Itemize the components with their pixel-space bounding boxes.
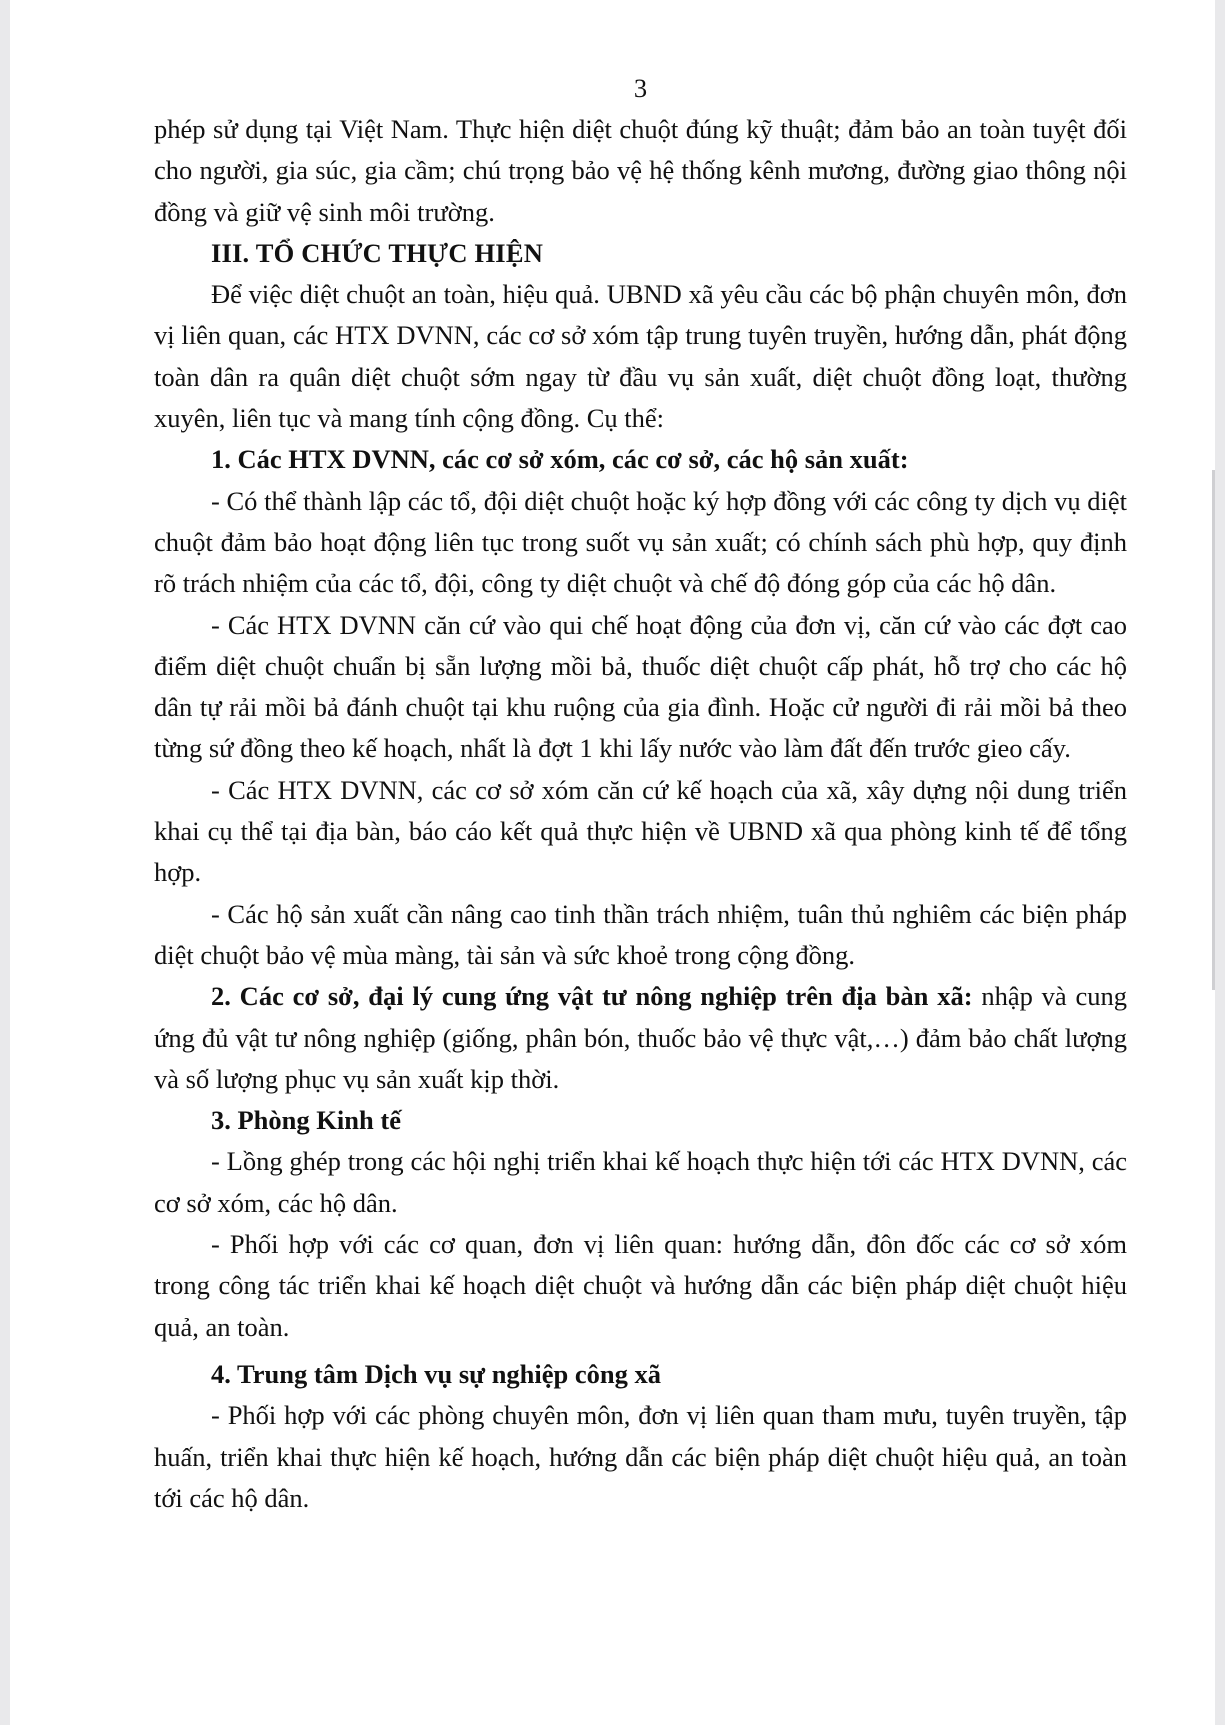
item-4-heading: 4. Trung tâm Dịch vụ sự nghiệp công xã	[211, 1358, 662, 1389]
item-3-heading: 3. Phòng Kinh tế	[211, 1105, 401, 1136]
section-heading: III. TỔ CHỨC THỰC HIỆN	[211, 237, 544, 268]
item-4-paragraph: - Phối hợp với các phòng chuyên môn, đơn vị liên quan tham mưu, tuyên truyền, tập huấn, triển khai thực hiện kế hoạch, hướng dẫn các biện pháp diệt chuột hiệu quả, an toàn tới các hộ dân.	[154, 1400, 1127, 1513]
item-2-text: nhập và cung ứng đủ vật tư nông nghiệp (giống, phân bón, thuốc bảo vệ thực vật,…) đảm bảo chất lượng và số lượng phục vụ sản xuất kịp thời.	[154, 981, 1127, 1094]
page-edge-shadow	[1212, 470, 1215, 990]
item-2-paragraph	[154, 976, 1127, 1100]
item-1-paragraph: - Các hộ sản xuất cần nâng cao tinh thần trách nhiệm, tuân thủ nghiêm các biện pháp diệt chuột bảo vệ mùa màng, tài sản và sức khoẻ trong cộng đồng.	[154, 898, 1127, 970]
item-1-paragraph: - Có thể thành lập các tổ, đội diệt chuột hoặc ký hợp đồng với các công ty dịch vụ diệt chuột đảm bảo hoạt động liên tục trong suốt vụ sản xuất; có chính sách phù hợp, quy định rõ trách nhiệm của các tổ, đội, công ty diệt chuột và chế độ đóng góp của các hộ dân.	[154, 485, 1127, 599]
item-3-paragraph: - Lồng ghép trong các hội nghị triển khai kế hoạch thực hiện tới các HTX DVNN, các cơ sở xóm, các hộ dân.	[154, 1146, 1127, 1218]
item-1-paragraph: - Các HTX DVNN căn cứ vào qui chế hoạt động của đơn vị, căn cứ vào các đợt cao điểm diệt chuột chuẩn bị sẵn lượng mồi bả, thuốc diệt chuột cấp phát, hỗ trợ cho các hộ dân tự rải mồi bả đánh chuột tại khu ruộng của gia đình. Hoặc cử người đi rải mồi bả theo từng sứ đồng theo kế hoạch, nhất là đợt 1 khi lấy nước vào làm đất đến trước gieo cấy.	[154, 609, 1127, 764]
item-2-heading: 2. Các cơ sở, đại lý cung ứng vật tư nông nghiệp trên địa bàn xã:	[211, 981, 973, 1012]
page-number: 3	[633, 73, 648, 103]
item-1-heading: 1. Các HTX DVNN, các cơ sở xóm, các cơ sở, các hộ sản xuất:	[211, 444, 909, 475]
intro-paragraph: phép sử dụng tại Việt Nam. Thực hiện diệt chuột đúng kỹ thuật; đảm bảo an toàn tuyệt đối cho người, gia súc, gia cầm; chú trọng bảo vệ hệ thống kênh mương, đường giao thông nội đồng và giữ vệ sinh môi trường.	[154, 114, 1127, 227]
section-intro-paragraph: Để việc diệt chuột an toàn, hiệu quả. UBND xã yêu cầu các bộ phận chuyên môn, đơn vị liên quan, các HTX DVNN, các cơ sở xóm tập trung tuyên truyền, hướng dẫn, phát động toàn dân ra quân diệt chuột sớm ngay từ đầu vụ sản xuất, diệt chuột đồng loạt, thường xuyên, liên tục và mang tính cộng đồng. Cụ thể:	[154, 279, 1127, 434]
item-1-paragraph: - Các HTX DVNN, các cơ sở xóm căn cứ kế hoạch của xã, xây dựng nội dung triển khai cụ thể tại địa bàn, báo cáo kết quả thực hiện về UBND xã qua phòng kinh tế để tổng hợp.	[154, 774, 1127, 888]
document-content	[154, 68, 1127, 1519]
item-3-paragraph: - Phối hợp với các cơ quan, đơn vị liên quan: hướng dẫn, đôn đốc các cơ sở xóm trong công tác triển khai kế hoạch diệt chuột và hướng dẫn các biện pháp diệt chuột hiệu quả, an toàn.	[154, 1229, 1127, 1342]
document-page	[10, 0, 1215, 1725]
